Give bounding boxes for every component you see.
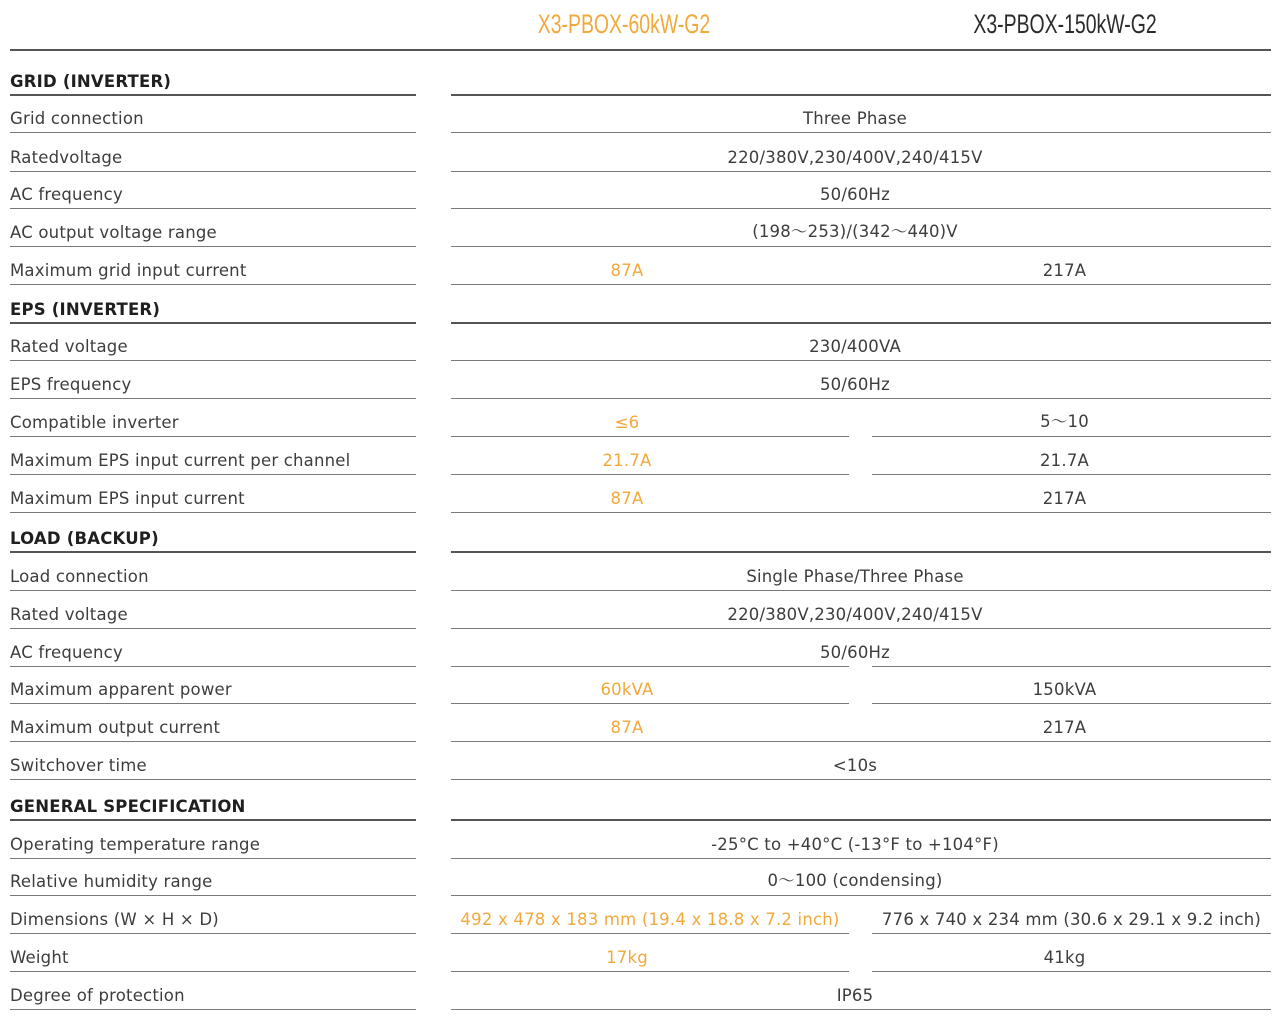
spec-row [0, 820, 1281, 859]
spec-row [0, 95, 1281, 133]
spec-value: 50/60Hz [819, 375, 891, 394]
spec-value: 220/380V,230/400V,240/415V [727, 148, 983, 167]
spec-label: Load connection [10, 567, 149, 586]
spec-value-60kw: 21.7A [602, 451, 652, 470]
spec-label: Ratedvoltage [10, 148, 123, 167]
spec-value-150kw: 217A [1042, 718, 1087, 737]
spec-row [0, 132, 1281, 172]
spec-row [0, 971, 1281, 1010]
spec-row [0, 552, 1281, 591]
spec-label: Maximum grid input current [10, 261, 247, 280]
spec-row [0, 703, 1281, 742]
spec-value: 230/400VA [809, 337, 901, 356]
spec-value-150kw: 5～10 [1040, 412, 1089, 431]
spec-label: EPS frequency [10, 375, 132, 394]
spec-label: Grid connection [10, 109, 144, 128]
section-title: GRID (INVERTER) [10, 72, 172, 91]
section-title: GENERAL SPECIFICATION [10, 797, 246, 816]
spec-value-150kw: 217A [1042, 489, 1087, 508]
spec-label: Dimensions (W × H × D) [10, 910, 219, 929]
section-header-row [0, 51, 1281, 96]
spec-value: Single Phase/Three Phase [746, 567, 964, 586]
spec-value: -25°C to +40°C (-13°F to +104°F) [711, 835, 999, 854]
model-header-60kw: X3-PBOX-60kW-G2 [537, 9, 711, 39]
spec-row [0, 741, 1281, 780]
spec-row [0, 360, 1281, 399]
spec-value-60kw: 60kVA [600, 680, 654, 699]
spec-value-60kw: 87A [610, 489, 644, 508]
spec-label: Degree of protection [10, 986, 185, 1005]
spec-value-60kw: 492 x 478 x 183 mm (19.4 x 18.8 x 7.2 inch) [460, 910, 840, 929]
section-header-row [0, 512, 1281, 553]
spec-label: Operating temperature range [10, 835, 261, 854]
model-header-150kw: X3-PBOX-150kW-G2 [973, 9, 1157, 39]
spec-label: Weight [10, 948, 69, 967]
section-header-row [0, 779, 1281, 821]
spec-value-150kw: 217A [1042, 261, 1087, 280]
spec-value: IP65 [836, 986, 874, 1005]
spec-row [0, 628, 1281, 667]
spec-row [0, 171, 1281, 209]
section-title: EPS (INVERTER) [10, 300, 161, 319]
spec-row [0, 590, 1281, 629]
spec-label: Maximum apparent power [10, 680, 232, 699]
spec-value: <10s [832, 756, 878, 775]
spec-row [0, 666, 1281, 704]
spec-row [0, 398, 1281, 437]
spec-label: AC output voltage range [10, 223, 217, 242]
spec-row [0, 436, 1281, 475]
row-divider-left [10, 1009, 416, 1010]
spec-value: 220/380V,230/400V,240/415V [727, 605, 983, 624]
spec-label: Compatible inverter [10, 413, 179, 432]
spec-row [0, 323, 1281, 361]
spec-value-60kw: ≤6 [614, 413, 640, 432]
spec-value: Three Phase [803, 109, 907, 128]
spec-value: 50/60Hz [819, 185, 891, 204]
spec-value: 50/60Hz [819, 643, 891, 662]
spec-row [0, 246, 1281, 285]
spec-value-60kw: 17kg [606, 948, 648, 967]
spec-value-60kw: 87A [610, 718, 644, 737]
spec-label: AC frequency [10, 185, 123, 204]
spec-value: (198～253)/(342～440)V [752, 222, 958, 241]
spec-label: Maximum EPS input current [10, 489, 245, 508]
spec-row [0, 858, 1281, 896]
spec-value: 0～100 (condensing) [767, 871, 943, 890]
spec-value-150kw: 776 x 740 x 234 mm (30.6 x 29.1 x 9.2 inch) [881, 910, 1262, 929]
spec-value-150kw: 21.7A [1039, 451, 1090, 470]
spec-row [0, 895, 1281, 934]
section-header-row [0, 284, 1281, 324]
spec-row [0, 474, 1281, 513]
spec-label: Maximum output current [10, 718, 221, 737]
spec-label: Rated voltage [10, 337, 128, 356]
section-title: LOAD (BACKUP) [10, 529, 159, 548]
spec-value-150kw: 150kVA [1032, 680, 1097, 699]
spec-row [0, 208, 1281, 247]
spec-row [0, 933, 1281, 972]
spec-value-150kw: 41kg [1043, 948, 1086, 967]
spec-label: Maximum EPS input current per channel [10, 451, 351, 470]
spec-label: AC frequency [10, 643, 123, 662]
spec-label: Relative humidity range [10, 872, 213, 891]
spec-label: Switchover time [10, 756, 147, 775]
spec-value-60kw: 87A [610, 261, 644, 280]
spec-label: Rated voltage [10, 605, 128, 624]
row-divider-right [451, 1009, 1271, 1010]
